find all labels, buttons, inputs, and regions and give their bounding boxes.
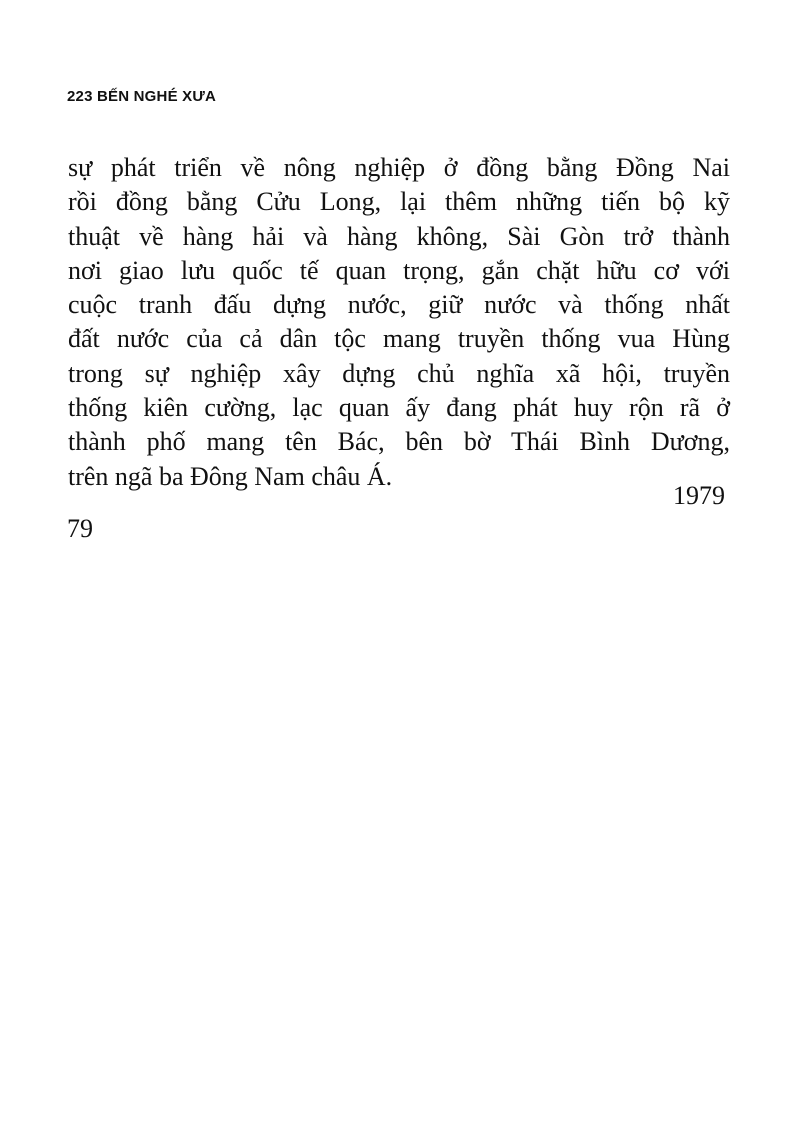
text-line: rồi đồng bằng Cửu Long, lại thêm những tiến bộ kỹ <box>68 187 730 217</box>
text-line: trong sự nghiệp xây dựng chủ nghĩa xã hội, truyền <box>68 358 730 388</box>
text-line: thống kiên cường, lạc quan ấy đang phát huy rộn rã ở <box>68 393 730 423</box>
date-line: 1979 <box>673 481 725 510</box>
text-line: thành phố mang tên Bác, bên bờ Thái Bình Dương, <box>68 427 730 457</box>
text-line: thuật về hàng hải và hàng không, Sài Gòn trở thành <box>68 221 730 251</box>
text-line: trên ngã ba Đông Nam châu Á. <box>68 461 393 491</box>
page-number: 79 <box>67 514 93 543</box>
running-head: 223 BẾN NGHÉ XƯA <box>67 88 217 105</box>
text-line: đất nước của cả dân tộc mang truyền thống vua Hùng <box>68 324 730 354</box>
text-line: nơi giao lưu quốc tế quan trọng, gắn chặt hữu cơ với <box>68 255 730 285</box>
text-line: sự phát triển về nông nghiệp ở đồng bằng Đồng Nai <box>68 153 730 182</box>
text-line: cuộc tranh đấu dựng nước, giữ nước và thống nhất <box>68 290 730 320</box>
body-paragraph <box>68 151 730 494</box>
